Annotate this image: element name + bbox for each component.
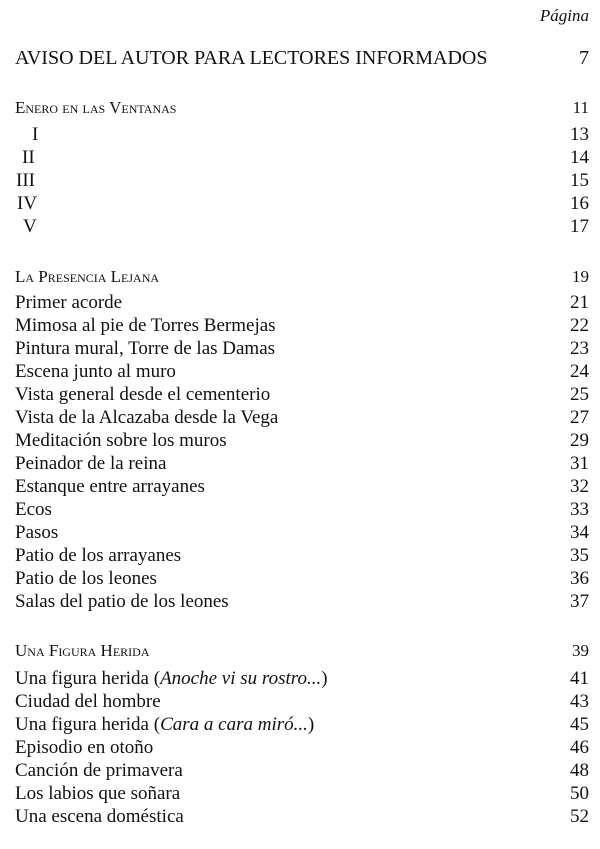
toc-entry-title: Una escena doméstica: [15, 806, 184, 827]
toc-entry-title: Patio de los leones: [15, 568, 157, 589]
toc-entry: [15, 499, 589, 521]
toc-entry: [15, 315, 589, 337]
toc-entry-page: 13: [570, 124, 589, 145]
toc-entry-page: 43: [570, 691, 589, 712]
toc-entry: [15, 361, 589, 383]
toc-entry-page: 31: [570, 453, 589, 474]
toc-entry-title: Salas del patio de los leones: [15, 591, 229, 612]
toc-section-title: La Presencia Lejana: [15, 267, 160, 286]
toc-entry: [15, 783, 589, 805]
toc-entry-title: Ecos: [15, 499, 52, 520]
toc-entry-page: 35: [570, 545, 589, 566]
toc-section-title: Enero en las Ventanas: [15, 98, 177, 117]
toc-entry-page: 16: [570, 193, 589, 214]
toc-entry-title: Escena junto al muro: [15, 361, 176, 382]
toc-entry-page: 46: [570, 737, 589, 758]
toc-entry-page: 34: [570, 522, 589, 543]
toc-entry-page: 21: [570, 292, 589, 313]
toc-entry-title: I: [32, 124, 39, 145]
page-column-label: Página: [539, 6, 589, 25]
toc-entry-title: Una figura herida (: [15, 714, 161, 735]
toc-main-entry: [15, 47, 589, 69]
toc-entry-page: 36: [570, 568, 589, 589]
toc-entry: [15, 591, 589, 613]
toc-main-page: 7: [579, 47, 589, 69]
toc-entry-title: Vista de la Alcazaba desde la Vega: [15, 407, 279, 428]
toc-section-title: Una Figura Herida: [15, 641, 150, 660]
toc-entry-title: Los labios que soñara: [15, 783, 181, 804]
toc-entry-title: Meditación sobre los muros: [15, 430, 227, 451]
toc-entry-page: 17: [570, 216, 589, 237]
toc-entry-page: 14: [570, 147, 589, 168]
toc-section-page: 11: [572, 98, 589, 117]
toc-entry: [15, 806, 589, 828]
toc-entry-page: 29: [570, 430, 589, 451]
toc-entry: [15, 545, 589, 567]
toc-entry-page: 27: [570, 407, 589, 428]
toc-entry: [15, 760, 589, 782]
toc-entry-suffix: ): [321, 668, 328, 689]
toc-entry-page: 48: [570, 760, 589, 781]
toc-entry: [15, 476, 589, 498]
toc-entry: [15, 453, 589, 475]
toc-entry: [15, 568, 589, 590]
toc-entry-page: 23: [570, 338, 589, 359]
toc-entry-title: Estanque entre arrayanes: [15, 476, 205, 497]
toc-entry-title: Patio de los arrayanes: [15, 545, 182, 566]
toc-entry-title: Peinador de la reina: [15, 453, 167, 474]
toc-entry-page: 33: [570, 499, 589, 520]
toc-entry-page: 15: [570, 170, 589, 191]
toc-entry-title: Mimosa al pie de Torres Bermejas: [15, 315, 276, 336]
toc-section-heading: [15, 97, 589, 119]
toc-entry-title: III: [16, 170, 35, 191]
toc-entry: [15, 430, 589, 452]
toc-entry-page: 50: [570, 783, 589, 804]
toc-main-title: AVISO DEL AUTOR PARA LECTORES INFORMADOS: [15, 47, 488, 69]
toc-entry: [15, 407, 589, 429]
toc-entry: [15, 338, 589, 360]
toc-entry: [15, 714, 589, 736]
toc-entry: [15, 737, 589, 759]
toc-entry-title: Una figura herida (: [15, 668, 161, 689]
toc-entry-page: 32: [570, 476, 589, 497]
toc-section-heading: [15, 266, 589, 288]
toc-entry-page: 45: [570, 714, 589, 735]
toc-entry-title: Vista general desde el cementerio: [15, 384, 271, 405]
toc-entry: [15, 292, 589, 314]
toc-entry-title: Canción de primavera: [15, 760, 183, 781]
toc-entry-title: Primer acorde: [15, 292, 123, 313]
toc-entry-subtitle: Cara a cara miró...: [160, 714, 308, 735]
toc-entry: [15, 384, 589, 406]
toc-entry: [15, 668, 589, 690]
toc-entry-suffix: ): [307, 714, 315, 735]
toc-entry-title: IV: [17, 193, 38, 214]
toc-entry: [15, 522, 589, 544]
toc-entry-title: Pasos: [15, 522, 59, 543]
toc-entry-title: II: [22, 147, 35, 168]
toc-entry-title: Ciudad del hombre: [15, 691, 161, 712]
toc-entry-title: Pintura mural, Torre de las Damas: [15, 338, 276, 359]
toc-section-page: 39: [572, 641, 589, 660]
toc-entry-page: 52: [570, 806, 589, 827]
toc-section-heading: [15, 640, 589, 662]
toc-entry: [15, 691, 589, 713]
toc-entry-page: 24: [570, 361, 589, 382]
toc-entry-page: 37: [570, 591, 589, 612]
toc-entry-subtitle: Anoche vi su rostro...: [160, 668, 322, 689]
toc-entry-title: V: [23, 216, 37, 237]
toc-entry-page: 22: [570, 315, 589, 336]
toc-entry-page: 25: [570, 384, 589, 405]
toc-entry-page: 41: [570, 668, 589, 689]
toc-entry-title: Episodio en otoño: [15, 737, 154, 758]
toc-section-page: 19: [572, 267, 589, 286]
